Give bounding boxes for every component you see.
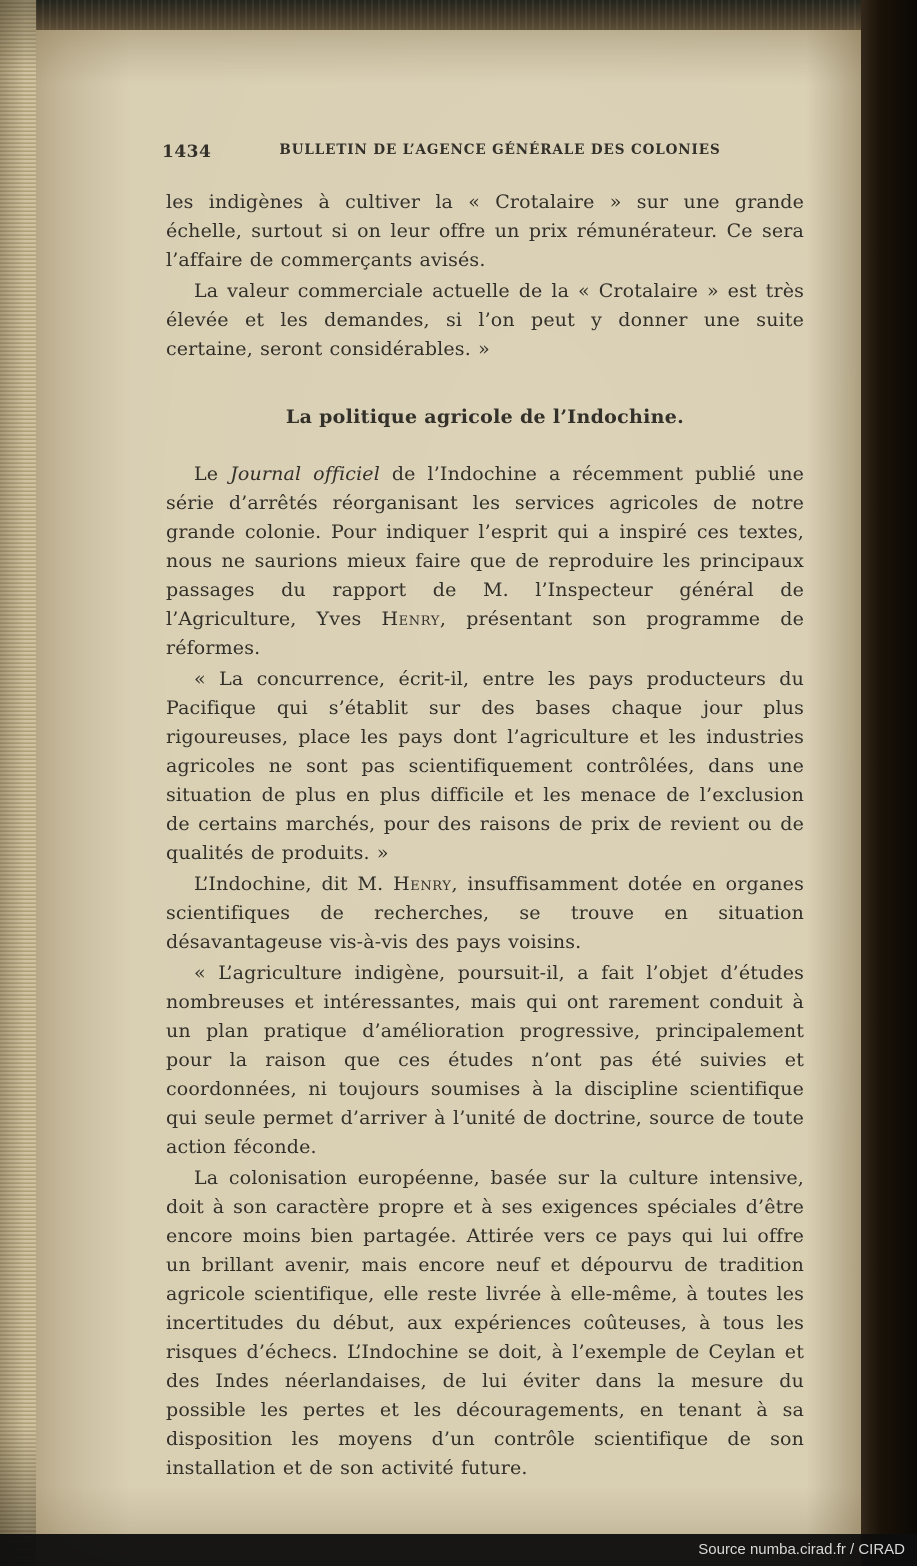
page-edges-left xyxy=(0,0,36,1566)
text-run-smallcaps: Henry xyxy=(393,873,452,895)
section-heading: La politique agricole de l’Indochine. xyxy=(285,406,685,428)
paragraph xyxy=(166,870,804,957)
journal-title: BULLETIN DE L’AGENCE GÉNÉRALE DES COLONIES xyxy=(279,142,721,158)
book-cover-right xyxy=(861,0,917,1566)
text-run: les indigènes à cultiver la « Crotalaire » sur une grande échelle, surtout si on leur offre un prix rémunérateur. Ce sera l’affaire de commerçants avisés. xyxy=(166,191,804,271)
text-run-italic: Journal officiel xyxy=(230,463,380,485)
paragraph xyxy=(166,959,804,1162)
book-binding-top xyxy=(0,0,917,30)
source-bar xyxy=(0,1534,917,1566)
text-run: de l’Indochine a récemment publié une série d’arrêtés réorganisant les services agricoles de notre grande colonie. Pour indiquer l’esprit qui a inspiré ces textes, nous ne saurions mieux faire que de reproduire les principaux passages du rapport de M. l’Inspecteur général de l’Agriculture, Yves xyxy=(166,463,805,630)
text-run-smallcaps: Henry xyxy=(381,608,440,630)
text-run: , insuffisamment dotée en organes scientifiques de recherches, se trouve en situation désavantageuse vis-à-vis des pays voisins. xyxy=(166,873,804,953)
text-run: « La concurrence, écrit-il, entre les pays producteurs du Pacifique qui s’établit sur des bases chaque jour plus rigoureuses, place les pays dont l’agriculture et les industries agricoles ne sont pas scientifiquement contrôlées, dans une situation de plus en plus difficile et les menace de l’exclusion de certains marchés, pour des raisons de prix de revient ou de qualités de produits. » xyxy=(166,668,804,864)
text-run: Le xyxy=(194,463,231,485)
text-run: , présentant son programme de réformes. xyxy=(166,608,804,659)
paragraph xyxy=(166,188,804,275)
paragraph xyxy=(166,460,804,663)
text-run: « L’agriculture indigène, poursuit-il, a fait l’objet d’études nombreuses et intéressantes, mais qui ont rarement conduit à un plan pratique d’amélioration progressive, principalement pour la raison que ces études n’ont pas été suivies et coordonnées, ni toujours soumises à la discipline scientifique qui seule permet d’arriver à l’unité de doctrine, source de toute action féconde. xyxy=(166,962,804,1158)
text-run: L’Indochine, dit M. xyxy=(194,873,394,895)
source-credit: Source numba.cirad.fr / CIRAD xyxy=(698,1541,905,1558)
book-page xyxy=(36,30,861,1566)
page-number: 1434 xyxy=(162,142,212,162)
text-run: La valeur commerciale actuelle de la « Crotalaire » est très élevée et les demandes, si l’on peut y donner une suite certaine, seront considérables. » xyxy=(166,280,804,360)
paragraph xyxy=(166,665,804,868)
paragraph xyxy=(166,277,804,364)
page-text-block xyxy=(162,142,805,1485)
page-header xyxy=(162,142,804,162)
text-run: La colonisation européenne, basée sur la culture intensive, doit à son caractère propre et à ses exigences spéciales d’être encore moins bien partagée. Attirée vers ce pays qui lui offre un brillant avenir, mais encore neuf et dépourvu de tradition agricole scientifique, elle reste livrée à elle-même, à toutes les incertitudes du début, aux expériences coûteuses, à tous les risques d’échecs. L’Indochine se doit, à l’exemple de Ceylan et des Indes néerlandaises, de lui éviter dans la mesure du possible les pertes et les découragements, en tenant à sa disposition les moyens d’un contrôle scientifique de son installation et de son activité future. xyxy=(166,1167,804,1479)
paragraph xyxy=(166,1164,804,1483)
